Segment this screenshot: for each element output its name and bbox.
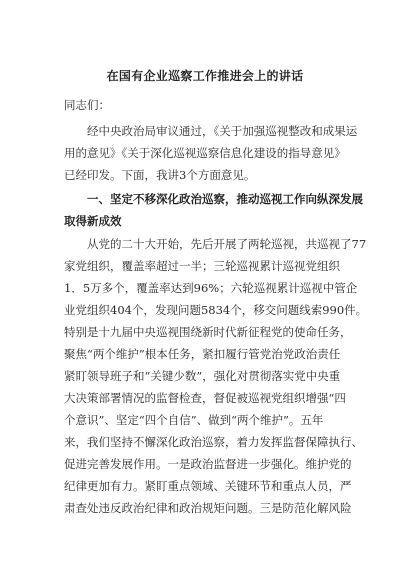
paragraph-intro	[64, 120, 358, 186]
text-line: 个意识”、坚定“四个自信”、做到“两个维护”。五年	[64, 413, 324, 427]
section-heading-1	[64, 188, 363, 232]
text-line: 从党的二十大开始，先后开展了两轮巡视，共巡视了77	[87, 237, 367, 251]
text-line: 肃查处违反政治纪律和政治规矩问题。三是防范化解风险	[64, 501, 352, 515]
text-line: 聚焦“两个维护”根本任务，紧扣履行管党治党政治责任	[64, 347, 341, 361]
heading-line: 一、坚定不移深化政治巡察，推动巡视工作向纵深发展	[87, 192, 363, 206]
text-line: 特别是十九届中央巡视围绕新时代新征程党的使命任务，	[64, 325, 352, 339]
document-title: 在国有企业巡察工作推进会上的讲话	[106, 69, 304, 83]
text-line: 纪律更加有力。紧盯重点领域、关键环节和重点人员，严	[64, 479, 352, 493]
text-line: 紧盯领导班子和“关键少数”，强化对贯彻落实党中央重	[64, 369, 341, 383]
paragraph-body	[64, 233, 368, 519]
heading-line: 取得新成效	[64, 214, 122, 228]
text-line: 促进完善发展作用。一是政治监督进一步强化。维护党的	[64, 457, 352, 471]
text-line: 家党组织，覆盖率超过一半；三轮巡视累计巡视党组织	[64, 259, 340, 273]
text-line: 来，我们坚持不懈深化政治巡察，着力发挥监督保障执行、	[64, 435, 363, 449]
salutation: 同志们：	[64, 98, 110, 112]
text-line: 经中央政治局审议通过，《关于加强巡视整改和成果运	[87, 124, 358, 138]
text-line: 大决策部署情况的监督检查，督促被巡视党组织增强“四	[64, 391, 346, 405]
text-line: 业党组织404个，发现问题5834个，移交问题线索990件。	[64, 303, 368, 317]
text-line: 1．5万多个，覆盖率达到96%；六轮巡视累计巡视中管企	[64, 281, 358, 295]
text-line: 用的意见》《关于深化巡视巡察信息化建设的指导意见》	[64, 146, 346, 160]
text-line: 已经印发。下面，我讲3个方面意见。	[64, 168, 256, 182]
